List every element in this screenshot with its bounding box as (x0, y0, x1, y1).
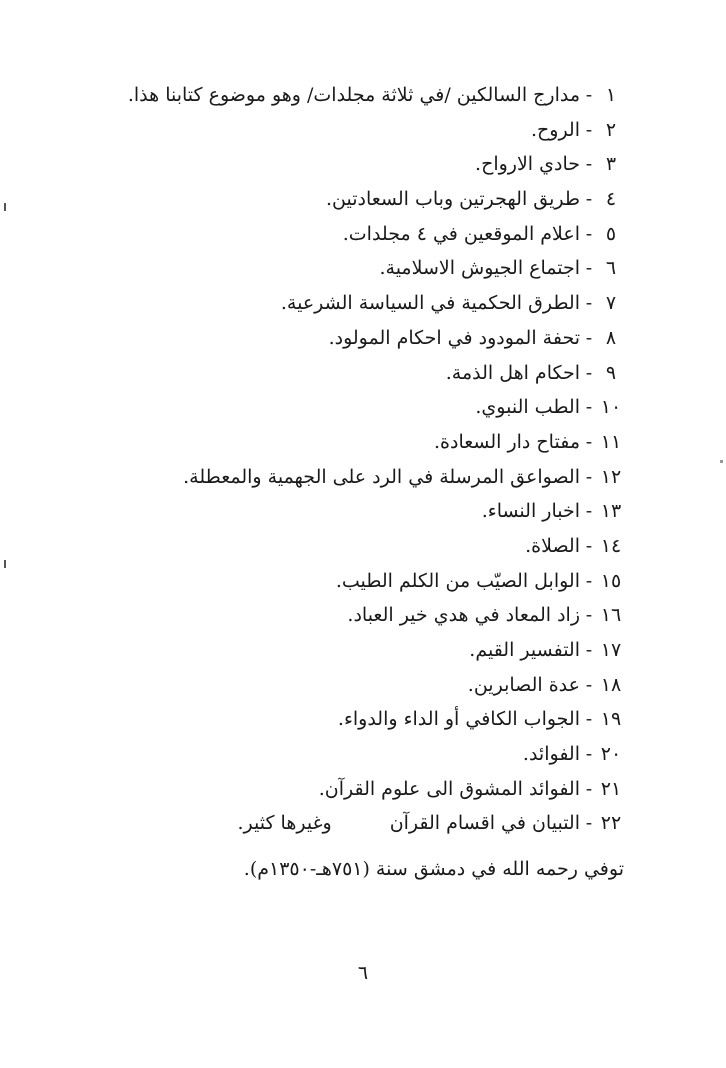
item-dash: - (585, 326, 593, 349)
item-dash: - (585, 430, 593, 453)
list-item (64, 217, 624, 252)
item-number: ٢٠ (600, 743, 622, 766)
item-dash: - (585, 396, 593, 419)
list-item (64, 460, 624, 495)
list-item (64, 633, 624, 668)
item-dash: - (585, 361, 593, 384)
item-number: ٢٢ (600, 812, 622, 835)
item-number: ١٦ (600, 604, 622, 627)
item-dash: - (585, 708, 593, 731)
item-number: ٥ (605, 222, 617, 245)
item-number: ١ (605, 84, 617, 106)
margin-mark (4, 203, 6, 211)
list-item (64, 147, 624, 182)
item-dash: - (585, 812, 593, 835)
list-item (64, 564, 624, 599)
item-title: التبيان في اقسام القرآن (389, 812, 580, 835)
list-item (64, 806, 624, 841)
item-number: ٨ (605, 326, 617, 349)
item-dash: - (585, 534, 593, 557)
item-number: ٩ (605, 361, 617, 384)
item-title: حادي الارواح. (475, 153, 580, 176)
item-number: ٦ (605, 257, 617, 280)
list-item (64, 737, 624, 772)
item-number: ١٩ (600, 708, 622, 731)
item-title: اجتماع الجيوش الاسلامية. (379, 257, 580, 280)
list-item (64, 772, 624, 807)
item-title: التفسير القيم. (469, 639, 580, 661)
item-title: اخبار النساء. (481, 500, 580, 523)
list-item (64, 529, 624, 564)
item-number: ١٨ (600, 673, 622, 696)
item-title: طريق الهجرتين وباب السعادتين. (325, 188, 580, 211)
item-number: ٣ (605, 153, 617, 176)
item-title: الفوائد المشوق الى علوم القرآن. (318, 777, 580, 800)
list-item (64, 182, 624, 217)
item-title: مفتاح دار السعادة. (434, 430, 580, 453)
item-dash: - (585, 639, 593, 661)
item-dash: - (585, 188, 593, 211)
works-list (64, 78, 624, 841)
item-dash: - (585, 222, 593, 245)
death-note: توفي رحمه الله في دمشق سنة (٧٥١هـ-١٣٥٠م). (243, 858, 624, 880)
item-title: احكام اهل الذمة. (445, 361, 580, 384)
list-item (64, 78, 624, 113)
margin-mark (720, 460, 723, 463)
list-item (64, 113, 624, 148)
item-dash: - (585, 673, 593, 696)
item-title: الطرق الحكمية في السياسة الشرعية. (280, 292, 580, 315)
item-title: اعلام الموقعين في ٤ مجلدات. (342, 222, 580, 245)
item-title: زاد المعاد في هدي خير العباد. (347, 604, 580, 627)
item-dash: - (585, 118, 593, 141)
list-item (64, 321, 624, 356)
item-number: ٤ (605, 188, 617, 211)
item-title: الفوائد. (522, 743, 580, 766)
item-dash: - (585, 257, 593, 280)
item-number: ٧ (605, 292, 617, 315)
item-dash: - (585, 465, 593, 488)
item-title: عدة الصابرين. (467, 673, 580, 696)
margin-mark (4, 560, 6, 568)
item-dash: - (585, 743, 593, 766)
item-dash: - (585, 604, 593, 627)
item-title: الجواب الكافي أو الداء والدواء. (337, 708, 580, 731)
item-dash: - (585, 84, 593, 106)
list-item (64, 494, 624, 529)
item-dash: - (585, 500, 593, 523)
item-title: الروح. (530, 118, 580, 141)
item-number: ١٤ (600, 534, 622, 557)
list-item (64, 425, 624, 460)
item-title: الطب النبوي. (475, 396, 580, 419)
item-number: ١٢ (600, 465, 622, 488)
item-dash: - (585, 292, 593, 315)
item-title: الوابل الصيّب من الكلم الطيب. (335, 569, 580, 592)
page-number: ٦ (357, 962, 369, 984)
list-item (64, 390, 624, 425)
item-dash: - (585, 777, 593, 800)
item-dash: - (585, 569, 593, 592)
list-item (64, 668, 624, 703)
item-number: ١٧ (600, 639, 622, 661)
item-dash: - (585, 153, 593, 176)
list-item (64, 598, 624, 633)
item-title: الصواعق المرسلة في الرد على الجهمية والمعطلة. (183, 465, 580, 488)
item-title: الصلاة. (525, 534, 580, 557)
list-item (64, 356, 624, 391)
item-number: ٢ (605, 118, 617, 141)
item-title: مدارج السالكين /في ثلاثة مجلدات/ وهو موضوع كتابنا هذا. (127, 84, 580, 106)
item-number: ١٣ (600, 500, 622, 523)
extra-note: وغيرها كثير. (237, 812, 332, 835)
item-number: ٢١ (600, 777, 622, 800)
list-item (64, 286, 624, 321)
list-item (64, 702, 624, 737)
item-title: تحفة المودود في احكام المولود. (328, 326, 580, 349)
item-number: ١٠ (600, 396, 622, 419)
item-number: ١١ (600, 430, 622, 453)
list-item (64, 251, 624, 286)
item-number: ١٥ (600, 569, 622, 592)
